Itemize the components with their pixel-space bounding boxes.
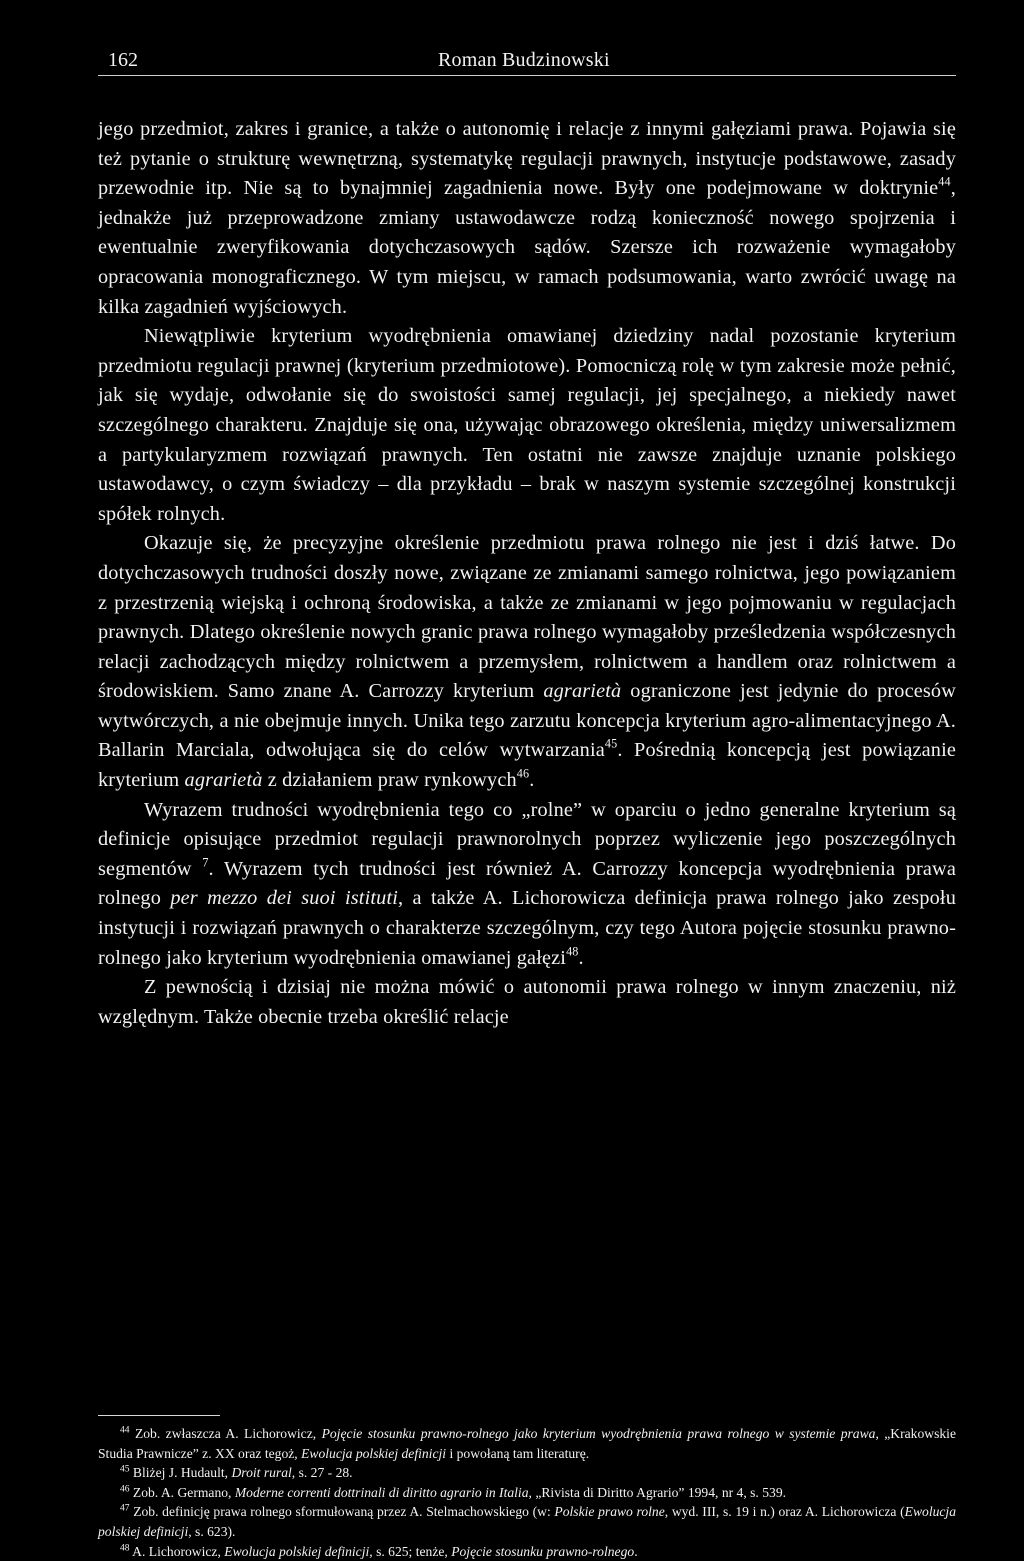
footnote-separator (98, 1415, 220, 1416)
italic-title: Ewolucja polskiej definicji (301, 1445, 447, 1461)
text-run: i powołaną tam literaturę. (446, 1445, 590, 1461)
text-run: , „Rivista di Diritto Agrario” 1994, nr 4, s. 539. (528, 1484, 787, 1500)
footnote-46 (98, 1483, 956, 1503)
text-run: Wyrazem trudności wyodrębnienia tego co „rolne” w oparciu o jedno generalne kryterium są definicje opisujące przedmiot regulacji prawnorolnych poprzez wyliczenie jego poszczególnych segmentów (98, 798, 956, 880)
italic-title: Pojęcie stosunku prawno-rolnego (451, 1543, 635, 1559)
text-run: Zob. zwłaszcza A. Lichorowicz, (129, 1426, 322, 1441)
text-run: . Wyrazem tych trudności jest również A. Carrozzy koncepcja wyodrębnienia prawa rolnego (98, 857, 956, 910)
footnote-48 (98, 1542, 956, 1561)
text-run: Zob. A. Germano, (129, 1484, 235, 1500)
italic-title: Droit rural (231, 1465, 292, 1481)
footnote-45 (98, 1463, 956, 1483)
text-run: . Pośrednią koncepcją jest powiązanie kryterium (98, 739, 957, 792)
footnote-ref-44: 44 (938, 174, 951, 189)
footnote-ref-46: 46 (516, 766, 530, 781)
italic-term: per mezzo dei suoi istituti (170, 887, 399, 910)
text-run: Okazuje się, że precyzyjne określenie przedmiotu prawa rolnego nie jest i dziś łatwe. Do dotychczasowych trudności doszły nowe, związane ze zmianami samego rolnictwa, jego powiązaniem z przestrzenią wiejską i ochroną środowiska, a także ze zmianami w jego pojmowaniu w regulacjach prawnych. Dlatego określenie nowych granic prawa rolnego wymagałoby prześledzenia współczesnych relacji zachodzących między rolnictwem a przemysłem, rolnictwem a handlem oraz rolnictwem a środowiskiem. Samo znane A. Carrozzy kryterium (98, 532, 956, 703)
paragraph-3 (98, 529, 956, 795)
italic-term: agrarietà (184, 769, 263, 792)
text-run: , s. 623). (188, 1523, 236, 1539)
italic-title: Moderne correnti dottrinali di diritto agrario in Italia (234, 1484, 529, 1500)
footnote-number: 45 (120, 1464, 130, 1475)
footnote-number: 44 (120, 1425, 130, 1436)
footnotes (98, 1424, 956, 1561)
paragraph-1 (98, 115, 956, 322)
italic-title: Polskie prawo rolne (554, 1504, 665, 1520)
paragraph-2 (98, 322, 956, 529)
footnote-number: 47 (120, 1503, 130, 1514)
footnote-ref-47: 7 (202, 855, 209, 870)
text-run: . (529, 769, 535, 792)
italic-term: agrarietà (543, 680, 622, 703)
text-run: Niewątpliwie kryterium wyodrębnienia omawianej dziedziny nadal pozostanie kryterium przedmiotu regulacji prawnej (kryterium przedmiotowe). Pomocniczą rolę w tym zakresie może pełnić, jak się wydaje, odwołanie się do swoistości samej regulacji, jej specjalnego, a niekiedy nawet szczególnego charakteru. Znajduje się ona, używając obrazowego określenia, między uniwersalizmem a partykularyzmem rozwiązań prawnych. Ten ostatni nie zawsze znajduje uznanie polskiego ustawodawcy, o czym świadczy – dla przykładu – brak w naszym systemie szczególnej konstrukcji spółek rolnych. (98, 325, 956, 525)
text-run: Z pewnością i dzisiaj nie można mówić o autonomii prawa rolnego w innym znaczeniu, niż względnym. Także obecnie trzeba określić relacje (98, 976, 956, 1028)
italic-title: Pojęcie stosunku prawno-rolnego jako kryterium wyodrębnienia prawa rolnego w systemie prawa (321, 1426, 876, 1441)
text-run: Bliżej J. Hudault, (129, 1465, 232, 1481)
footnote-ref-45: 45 (604, 736, 618, 751)
text-run: . (578, 946, 584, 969)
body-text (98, 115, 956, 1032)
text-run: , s. 27 - 28. (291, 1465, 353, 1481)
page-number: 162 (108, 49, 138, 71)
paragraph-4 (98, 796, 956, 974)
footnote-number: 46 (120, 1484, 130, 1495)
text-run: z działaniem praw rynkowych (262, 769, 517, 792)
italic-title: Ewolucja polskiej definicji (224, 1543, 370, 1559)
footnote-ref-48: 48 (566, 944, 579, 959)
text-run: jego przedmiot, zakres i granice, a także o autonomię i relacje z innymi gałęziami prawa. Pojawia się też pytanie o strukturę wewnętrzną, systematykę regulacji prawnych, instytucje podstawowe, zasady przewodnie itp. Nie są to bynajmniej zagadnienia nowe. Były one podejmowane w doktrynie (98, 118, 956, 200)
italic-title: Ewolucja polskiej definicji (98, 1504, 957, 1539)
text-run: . (634, 1543, 638, 1559)
footnote-47 (98, 1502, 956, 1541)
text-run: Zob. definicję prawa rolnego sformułowaną przez A. Stelmachowskiego (w: (129, 1504, 555, 1520)
text-run: , s. 625; tenże, (369, 1543, 452, 1559)
paragraph-5 (98, 973, 956, 1032)
text-run: ograniczone jest jedynie do procesów wytwórczych, a nie obejmuje innych. Unika tego zarzutu koncepcja kryterium agro-alimentacyjnego A. Ballarin Marciala, odwołująca się do celów wytwarzania (98, 680, 957, 762)
footnote-44 (98, 1424, 956, 1463)
text-run: A. Lichorowicz, (129, 1543, 225, 1559)
text-run: , wyd. III, s. 19 i n.) oraz A. Lichorowicza ( (664, 1504, 905, 1520)
running-head-author: Roman Budzinowski (438, 49, 610, 71)
header-rule (98, 75, 956, 76)
page-header (98, 48, 956, 76)
text-run: , „Krakowskie Studia Prawnicze” z. XX oraz tegoż, (98, 1426, 956, 1461)
footnote-number: 48 (120, 1542, 130, 1553)
text-run: , jednakże już przeprowadzone zmiany ustawodawcze rodzą konieczność nowego spojrzenia i ewentualnie zweryfikowania dotychczasowych sądów. Szersze ich rozważenie wymagałoby opracowania monograficznego. W tym miejscu, w ramach podsumowania, warto zwrócić uwagę na kilka zagadnień wyjściowych. (98, 177, 956, 318)
text-run: , a także A. Lichorowicza definicja prawa rolnego jako zespołu instytucji i rozwiązań prawnych o charakterze szczególnym, czy tego Autora pojęcie stosunku prawno-rolnego jako kryterium wyodrębnienia omawianej gałęzi (98, 887, 956, 969)
